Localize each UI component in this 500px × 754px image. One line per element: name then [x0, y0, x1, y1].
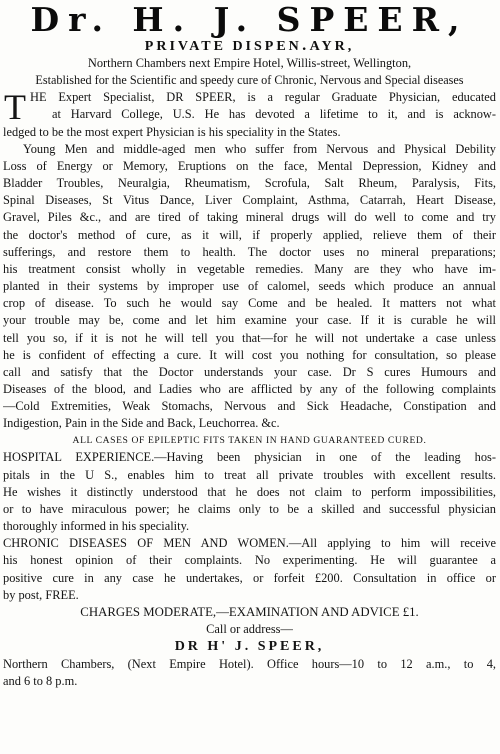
- body-line: he is confident of effecting a cure. It will cost you nothing for consultation, so please: [3, 347, 496, 362]
- established-line: Established for the Scientific and speedy cure of Chronic, Nervous and Special diseases: [35, 73, 464, 88]
- advert-title: Dr. H. J. SPEER,: [30, 0, 469, 39]
- hospital-line: or to have miraculous power; he claims only to be a skilled and successful physician: [3, 501, 496, 516]
- intro-line: at Harvard College, U.S. He has devoted a lifetime to it, and is acknow-: [52, 107, 496, 122]
- intro-paragraph: [3, 89, 496, 140]
- hospital-line: pitals in the U S., enables him to treat all private troubles with excellent results.: [3, 467, 496, 482]
- body-line: tell you so, if it is not he will tell you that—for he will not undertake a case unless: [3, 330, 496, 345]
- address-line: Northern Chambers next Empire Hotel, Willis-street, Wellington,: [87, 56, 412, 70]
- chronic-line: positive cure in any case he undertakes, or forfeit £200. Consultation in office or: [3, 570, 496, 585]
- body-line: crop of disease. To such he would say Come and be healed. It matters not what: [3, 296, 496, 311]
- body-paragraph: [3, 141, 496, 433]
- body-line: your trouble may be, come and let him examine your case. If it is curable he will: [3, 313, 496, 328]
- chronic-line: by post, FREE.: [3, 587, 79, 602]
- body-line: Loss of Energy or Memory, Eruptions on the face, Mental Depression, Kidney and: [3, 158, 496, 173]
- body-line: Spinal Diseases, St Vitus Dance, Liver Complaint, Asthma, Catarrah, Heart Disease,: [3, 193, 496, 208]
- charges-line: CHARGES MODERATE,—EXAMINATION AND ADVICE £1.: [80, 604, 419, 619]
- footer-address: [3, 656, 496, 690]
- body-line: his treatment consist wholly in vegetable remedies. Many are they who have im-: [3, 261, 496, 276]
- chronic-diseases-paragraph: [3, 535, 496, 604]
- chronic-line: his honest opinion of their complaints. No experimenting. He will guarantee a: [3, 553, 496, 568]
- body-line: sufferings, and restore them to health. The doctor uses no mineral preparations;: [3, 244, 496, 259]
- hospital-line: HOSPITAL EXPERIENCE.—Having been physician in one of the leading hos-: [3, 450, 496, 465]
- body-line: the doctor's method of cure, as it will, if properly applied, relieve them of their: [3, 227, 496, 242]
- body-line: Diseases of the blood, and Ladies who are afflicted by any of the following complaints: [3, 381, 496, 396]
- body-line: Young Men and middle-aged men who suffer from Nervous and Physical Debility: [23, 141, 496, 156]
- epileptic-notice: ALL CASES OF EPILEPTIC FITS TAKEN IN HAND GUARANTEED CURED.: [72, 435, 427, 447]
- intro-line: ledged to be the most expert Physician is his speciality in the States.: [3, 124, 341, 139]
- advert-subtitle: PRIVATE DISPEN․AYR,: [144, 39, 355, 54]
- body-line: Indigestion, Pain in the Side and Back, Leuchorrea. &c.: [3, 416, 280, 431]
- intro-line: HE Expert Specialist, DR SPEER, is a regular Graduate Physician, educated: [30, 90, 496, 105]
- hospital-line: He wishes it distinctly understood that he does not claim to perform impossibilities,: [3, 484, 496, 499]
- footer-line: and 6 to 8 p.m.: [3, 674, 78, 689]
- body-line: Bladder Troubles, Neuralgia, Rheumatism, Scrofula, Salt Rheum, Paralysis, Fits,: [3, 176, 496, 191]
- hospital-experience-paragraph: [3, 449, 496, 535]
- body-line: —Cold Extremities, Weak Stomachs, Nervous and Sick Headache, Constipation and: [3, 399, 496, 414]
- hospital-line: thoroughly informed in his speciality.: [3, 519, 190, 534]
- body-line: Gravel, Piles &c., and are tired of taking mineral drugs will do well to come and try: [3, 210, 496, 225]
- footer-line: Northern Chambers, (Next Empire Hotel). Office hours—10 to 12 a.m., to 4,: [3, 657, 496, 671]
- chronic-line: CHRONIC DISEASES OF MEN AND WOMEN.—All applying to him will receive: [3, 536, 496, 551]
- call-or-address: Call or address—: [206, 621, 293, 636]
- body-line: planted in their systems by improper use of calomel, seeds which produce an annual: [3, 279, 496, 294]
- body-line: call and satisfy that the Doctor understands your case. Dr S cures Humours and: [3, 364, 496, 379]
- dropcap-letter: T: [4, 87, 26, 128]
- signature-name: DR H' J. SPEER,: [174, 639, 325, 654]
